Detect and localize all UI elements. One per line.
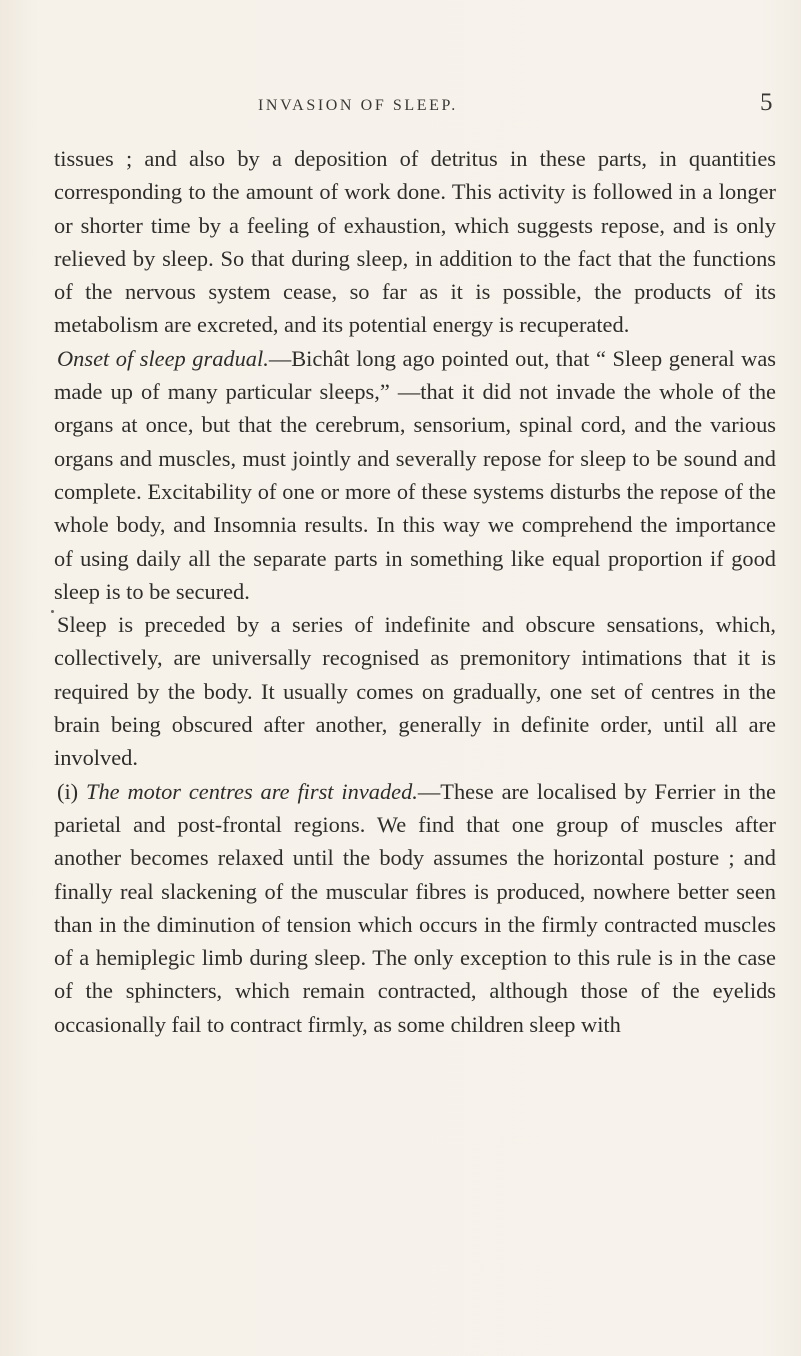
paragraph-text: tissues ; and also by a deposition of detritus in these parts, in quantities corresponding to the amount of work done. This activity is followed in a longer or shorter time by a feeling of exhaustion, which suggests repose, and is only relieved by sleep. So that during sleep, in addition to the fact that the functions of the nervous system cease, so far as it is possible, the products of its metabolism are excreted, and its potential energy is recuperated.	[54, 146, 776, 338]
list-label: (i)	[57, 778, 79, 804]
running-head	[0, 89, 801, 127]
page-number: 5	[760, 89, 773, 116]
paragraph-tissues	[54, 142, 776, 342]
paragraph-text: —Bichât long ago pointed out, that “ Sleep general was made up of many particular sleeps,” —that it did not invade the whole of the organs at once, but that the cerebrum, sensorium, spinal cord, and the various organs and muscles, must jointly and severally repose for sleep to be sound and complete. Excitability of one or more of these systems disturbs the repose of the whole body, and Insomnia results. In this way we comprehend the importance of using daily all the separate parts in something like equal proportion if good sleep is to be secured.	[54, 345, 777, 604]
paragraph-onset	[54, 342, 776, 608]
section-heading-onset: Onset of sleep gradual.	[57, 345, 269, 371]
paragraph-text: Sleep is preceded by a series of indefinite and obscure sensations, which, collectively, are universally recognised as premonitory intimations that it is required by the body. It usually comes on gradually, one set of centres in the brain being obscured after another, generally in definite order, until all are involved.	[54, 612, 776, 771]
paragraph-motor-centres	[54, 775, 776, 1041]
paragraph-text: —These are localised by Ferrier in the parietal and post-frontal regions. We find that one group of muscles after another becomes relaxed until the body assumes the horizontal posture ; and finally real slackening of the muscular fibres is produced, nowhere better seen than in the diminution of tension which occurs in the firmly contracted muscles of a hemiplegic limb during sleep. The only exception to this rule is in the case of the sphincters, which remain contracted, although those of the eyelids occasionally fail to contract firmly, as some children sleep with	[54, 778, 776, 1037]
body-text	[54, 142, 776, 1041]
paragraph-sleep-preceded	[54, 608, 776, 774]
running-title: INVASION OF SLEEP.	[258, 97, 458, 114]
section-heading-motor-centres: The motor centres are first invaded.	[86, 778, 418, 804]
